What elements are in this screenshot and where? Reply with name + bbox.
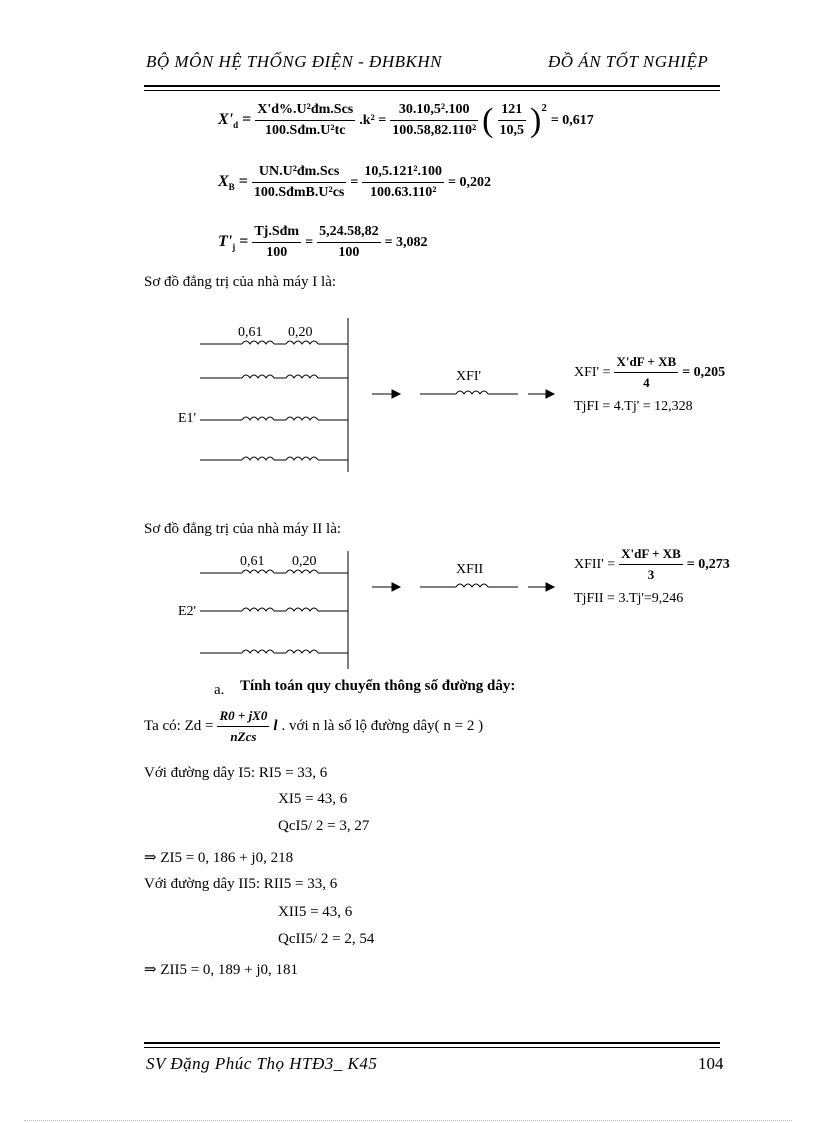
equation-xb: $X_B$ = $\frac{\text{UN.U²đm.Scs}}{\text{100.SđmB.U²cs}}$ = $\frac{\text{10,5.121².100}}{\text{100.63.110²}}$ = 0,202: [218, 164, 492, 200]
line-i5-x: XI5 = 43, 6: [278, 791, 348, 807]
plant2-result: XFII' = $\frac{X'dF + XB}{3}$ = 0,273: [574, 546, 730, 582]
plant1-caption: Sơ đồ đẳng trị của nhà máy I là:: [144, 274, 337, 290]
plant1-source: E1': [178, 411, 197, 426]
line-ii5-x: XII5 = 43, 6: [278, 904, 353, 920]
plant2-label-x: 0,20: [292, 554, 317, 569]
line-ii5-z: ⇒ ZII5 = 0, 189 + j0, 181: [144, 962, 299, 978]
plant1-label-r: 0,61: [238, 325, 263, 340]
footer-rule: [144, 1042, 720, 1044]
page-number: 104: [698, 1054, 724, 1073]
section-a-marker: a.: [214, 682, 225, 698]
plant1-label-x: 0,20: [288, 325, 313, 340]
plant2-tj: TjFII = 3.Tj'=9,246: [574, 591, 684, 606]
line-i5-intro: Với đường dây I5: RI5 = 33, 6: [144, 765, 328, 781]
line-i5-q: QcI5/ 2 = 3, 27: [278, 818, 370, 834]
line-ii5-intro: Với đường dây II5: RII5 = 33, 6: [144, 876, 338, 892]
line-i5-z: ⇒ ZI5 = 0, 186 + j0, 218: [144, 850, 294, 866]
plant1-result: XFI' = $\frac{X'dF + XB}{4}$ = 0,205: [574, 354, 726, 390]
header-rule: [144, 85, 720, 87]
header-rule-thin: [144, 90, 720, 91]
plant2-source: E2': [178, 604, 197, 619]
section-a-title: Tính toán quy chuyển thông số đường dây:: [240, 678, 516, 694]
plant1-tj: TjFI = 4.Tj' = 12,328: [574, 399, 693, 414]
header-right: ĐỒ ÁN TỐT NGHIỆP: [548, 52, 709, 71]
equation-xd: $X'_d$ = $\frac{\text{X'd\%.U²đm.Scs}}{\text{100.Sđm.U²tc}}$ .k² = $\frac{\text{30.10,5².100}}{\text{100.58,82.110²}}$ ( $\frac{121}{10,5}$ ) $^2$ = 0,617: [218, 101, 594, 139]
equation-tj: $T'_j$ = $\frac{\text{Tj.Sđm}}{100}$ = $\frac{5,24.58,82}{100}$ = 3,082: [218, 224, 428, 260]
footer-left: SV Đặng Phúc Thọ HTĐ3_ K45: [146, 1054, 378, 1073]
plant2-reactance: XFII: [456, 562, 484, 577]
line-ii5-q: QcII5/ 2 = 2, 54: [278, 931, 375, 947]
page-edge: [24, 1120, 792, 1121]
plant2-label-r: 0,61: [240, 554, 265, 569]
header-left: BỘ MÔN HỆ THỐNG ĐIỆN - ĐHBKHN: [146, 52, 442, 71]
line-calc-intro: Ta có: Zd = $\frac{R0 + jX0}{\text{nZcs}}$ l . với n là số lộ đường dây( n = 2 ): [144, 708, 484, 744]
plant1-diagram: [160, 310, 760, 480]
footer-rule-thin: [144, 1047, 720, 1048]
plant1-reactance: XFI': [456, 369, 482, 384]
plant2-caption: Sơ đồ đẳng trị của nhà máy II là:: [144, 521, 342, 537]
